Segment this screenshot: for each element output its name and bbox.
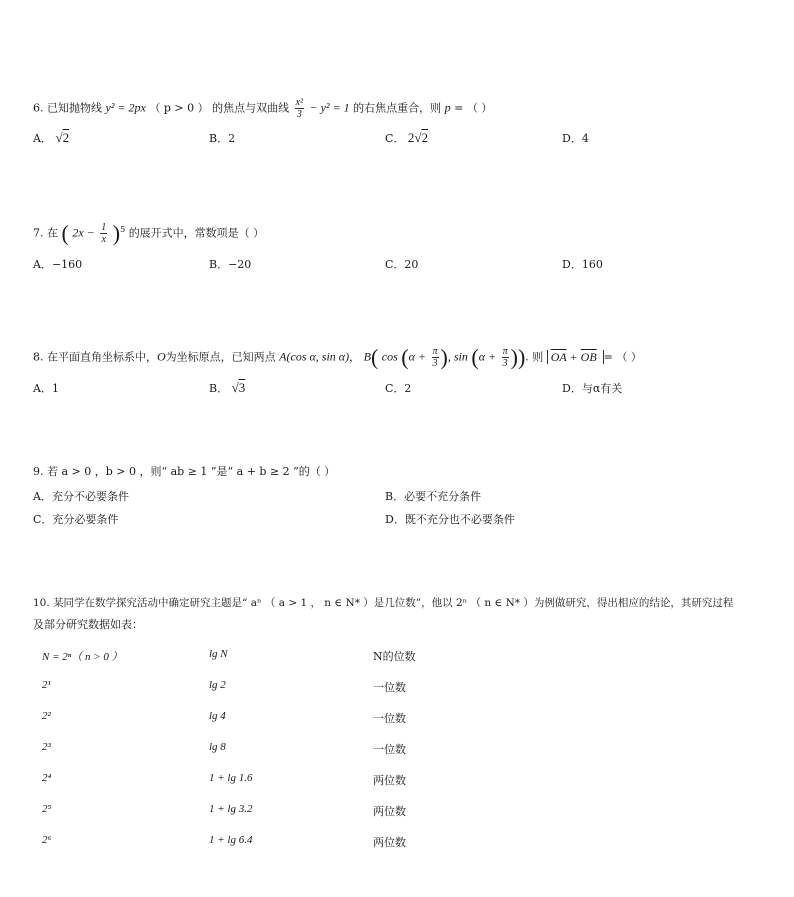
q7-frac-num: 1 — [101, 222, 107, 234]
question-9-stem: 9. 若 a > 0 ，b > 0 ，则“ ab ≥ 1 ”是“ a + b ≥ 2 ”的（ ） — [33, 465, 336, 478]
table-header-lgn: lg N — [209, 648, 228, 660]
question-10-line-1: 10. 某同学在数学探究活动中确定研究主题是“ aⁿ （ a > 1 ， n ∈ N* ）是几位数”，他以 2ⁿ （ n ∈ N* ）为例做研究，得出相应的结论，其研究过程 — [33, 597, 734, 609]
q6-option-b: B．2 — [209, 132, 236, 145]
q7-frac-den: x — [101, 234, 106, 246]
q8-cos-left-paren: ( — [401, 344, 409, 370]
table-row-5-digits: 两位数 — [373, 805, 406, 818]
q8-option-d: D．与α有关 — [562, 382, 623, 395]
q8-sin: , sin — [447, 349, 468, 364]
q8-frac2-num: π — [502, 346, 508, 357]
q9-option-b: B．必要不充分条件 — [385, 490, 482, 503]
q6-option-a-sqrt: √2 — [55, 130, 70, 145]
q8-alpha-plus-2: α + — [478, 349, 497, 364]
q8-comma: ， — [349, 350, 361, 364]
q9-option-a: A．充分不必要条件 — [33, 490, 129, 503]
q8-fraction-1 — [432, 346, 439, 369]
q8-point-b: B — [363, 349, 371, 364]
table-row-1-lg: lg 2 — [209, 679, 226, 691]
q6-parabola: y² = 2px — [105, 100, 146, 115]
q8-option-c: C．2 — [385, 382, 412, 395]
q8-sin-left-paren: ( — [471, 344, 479, 370]
question-8-stem — [33, 346, 642, 369]
table-row-1-digits: 一位数 — [373, 681, 406, 694]
q8-b-right-paren: ) — [517, 344, 526, 370]
q6-fraction — [295, 97, 304, 120]
q8-cos-right-paren: ) — [440, 344, 448, 370]
q8-option-b-label: B． — [209, 382, 229, 395]
q7-number: 7. 在 — [33, 226, 58, 240]
q9-option-c: C．充分必要条件 — [33, 513, 119, 526]
q6-tail: 的右焦点重合，则 — [353, 101, 442, 115]
q8-option-b-radicand: 3 — [238, 380, 246, 395]
q7-base: 2x − — [72, 225, 95, 240]
q7-left-paren: ( — [61, 220, 69, 246]
q6-condition: （ p > 0 ） — [149, 101, 209, 115]
q8-text1: 为坐标原点，已知两点 — [165, 350, 276, 364]
q7-option-c: C．20 — [385, 258, 419, 271]
q6-option-d: D．4 — [562, 132, 589, 145]
table-row-6-n: 2⁶ — [42, 834, 52, 846]
q6-option-a-label: A． — [33, 132, 52, 145]
table-row-1-n: 2¹ — [42, 679, 51, 691]
table-row-2-n: 2² — [42, 710, 51, 722]
q6-var: p — [444, 100, 451, 115]
q8-vector-ob: $\overline{OB}$ — [580, 349, 597, 364]
q7-exponent: 5 — [120, 225, 126, 234]
q6-option-c-label: C． — [385, 132, 405, 145]
table-header-digits: N的位数 — [373, 650, 416, 663]
q8-number: 8. 在平面直角坐标系中， — [33, 350, 157, 364]
q8-cos: cos — [381, 349, 398, 364]
q8-sin-right-paren: ) — [510, 344, 518, 370]
table-row-2-lg: lg 4 — [209, 710, 226, 722]
table-row-2-digits: 一位数 — [373, 712, 406, 725]
q7-option-a: A．−160 — [33, 258, 83, 271]
q8-vector-oa: $\overline{OA}$ — [550, 349, 567, 364]
q8-b-left-paren: ( — [370, 344, 379, 370]
q8-origin: O — [157, 349, 166, 364]
table-row-6-lg: 1 + lg 6.4 — [209, 834, 253, 846]
q8-frac1-num: π — [432, 346, 438, 357]
q9-option-d: D．既不充分也不必要条件 — [385, 513, 515, 526]
question-6-stem — [33, 97, 492, 120]
table-row-3-lg: lg 8 — [209, 741, 226, 753]
q8-alpha-plus-1: α + — [408, 349, 426, 364]
table-row-4-n: 2⁴ — [42, 772, 52, 784]
q8-option-a: A．1 — [33, 382, 59, 395]
q7-right-paren: ) — [112, 220, 121, 246]
question-7-stem — [33, 222, 264, 245]
q8-fraction-2 — [502, 346, 509, 369]
q7-fraction — [100, 222, 107, 245]
table-row-5-lg: 1 + lg 3.2 — [209, 803, 253, 815]
q6-number: 6. 已知抛物线 — [33, 101, 102, 115]
q6-option-a — [33, 130, 69, 146]
table-row-4-lg: 1 + lg 1.6 — [209, 772, 253, 784]
q8-frac2-den: 3 — [502, 358, 508, 369]
table-row-3-digits: 一位数 — [373, 743, 406, 756]
q8-plus: + — [569, 349, 578, 364]
q6-end: = （ ） — [454, 101, 493, 115]
table-row-6-digits: 两位数 — [373, 836, 406, 849]
q8-option-b-sqrt: √3 — [231, 380, 246, 395]
q6-frac-den: 3 — [296, 109, 302, 120]
q8-end: = （ ） — [603, 350, 642, 364]
question-10-line-2: 及部分研究数据如表： — [33, 618, 143, 631]
q8-magnitude — [547, 350, 604, 364]
q8-option-b — [209, 380, 245, 396]
q6-option-c-sqrt: 2√2 — [407, 130, 429, 145]
q7-option-d: D．160 — [562, 258, 603, 271]
q7-option-b: B．−20 — [209, 258, 252, 271]
q6-frac-num: x² — [295, 97, 304, 108]
q6-option-c — [385, 130, 428, 146]
q6-hyperbola: − y² = 1 — [309, 100, 350, 115]
q6-option-c-radicand: 2 — [421, 130, 429, 145]
q6-mid: 的焦点与双曲线 — [212, 101, 290, 115]
table-row-3-n: 2³ — [42, 741, 51, 753]
q8-tail: . 则 — [525, 350, 544, 364]
table-row-5-n: 2⁵ — [42, 803, 52, 815]
q6-option-c-coef: 2 — [407, 130, 415, 145]
table-header-n: N = 2ⁿ（ n > 0 ） — [42, 651, 123, 663]
q6-option-a-radicand: 2 — [62, 130, 70, 145]
q7-tail: 的展开式中，常数项是（ ） — [128, 226, 265, 240]
q8-point-a: A(cos α, sin α) — [279, 349, 350, 364]
table-row-4-digits: 两位数 — [373, 774, 406, 787]
q8-frac1-den: 3 — [432, 358, 438, 369]
